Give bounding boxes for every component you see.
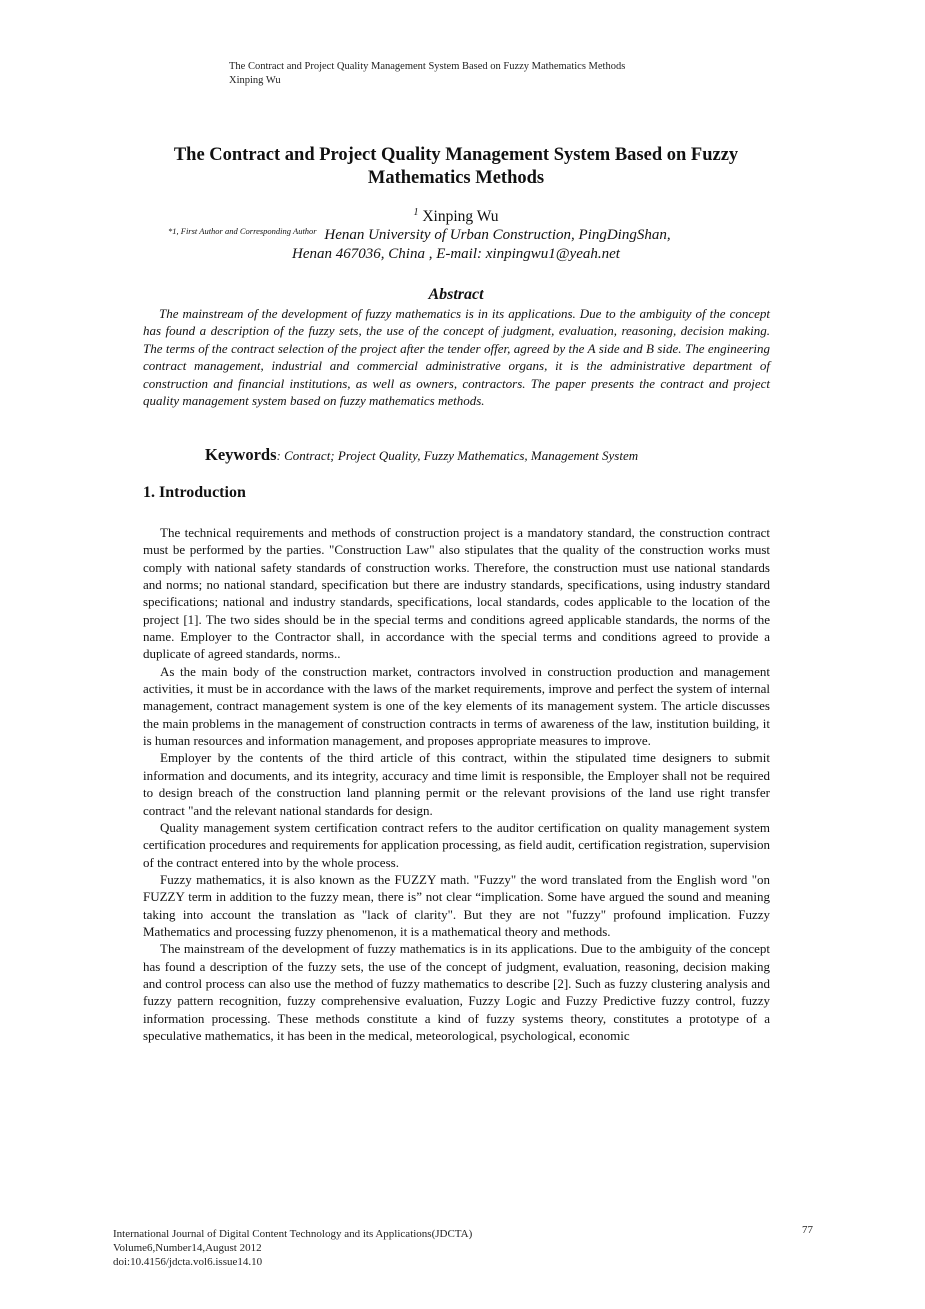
author-name: Xinping Wu <box>422 208 499 226</box>
running-header <box>229 60 625 88</box>
footer-doi: doi:10.4156/jdcta.vol6.issue14.10 <box>113 1256 263 1268</box>
paper-title <box>130 144 782 190</box>
running-header-author: Xinping Wu <box>229 75 281 86</box>
affiliation-text-1: Henan University of Urban Construction, PingDingShan, <box>324 227 671 243</box>
footer-volume: Volume6,Number14,August 2012 <box>113 1242 262 1254</box>
body-paragraph: The mainstream of the development of fuzzy mathematics is in its applications. Due to the ambiguity of the concept has found a description of the fuzzy sets, the use of the concept of judgment, evaluation, reasoning, decision making and control process can also use the method of fuzzy mathematics to describe [2]. Such as fuzzy clustering analysis and fuzzy pattern recognition, fuzzy comprehensive evaluation, Fuzzy Logic and Fuzzy Predictive fuzzy control, fuzzy information processing. These methods constitute a kind of fuzzy systems theory, constitutes a prototype of a speculative mathematics, it has been in the medical, meteorological, psychological, economic <box>143 941 770 1043</box>
running-header-title: The Contract and Project Quality Management System Based on Fuzzy Mathematics Methods <box>229 61 626 72</box>
page-number: 77 <box>802 1224 813 1236</box>
body-paragraph: Fuzzy mathematics, it is also known as the FUZZY math. "Fuzzy" the word translated from the English word "on FUZZY term in addition to the fuzzy mean, there is” not clear “implication. Some have argued the sound and meaning taking into account the translation as "lack of clarity". But they are not "fuzzy" profound implication. Fuzzy Mathematics and processing fuzzy phenomenon, it is a mathematical theory and methods. <box>143 871 770 939</box>
author-note: *1, First Author and Corresponding Author <box>168 226 317 236</box>
introduction-body <box>143 524 770 1044</box>
keywords-label: Keywords <box>205 445 277 464</box>
body-paragraph: Employer by the contents of the third article of this contract, within the stipulated time designers to submit information and documents, and its integrity, accuracy and time limit is responsible, the Employer shall not be required to design breach of the construction land planning permit or the relevant provisions of the land use right transfer contract "and the relevant national standards for design. <box>143 750 770 818</box>
paper-title-line2: Mathematics Methods <box>367 168 545 188</box>
paper-title-line1: The Contract and Project Quality Management System Based on Fuzzy <box>173 145 739 165</box>
author-line <box>0 207 912 226</box>
abstract-body: The mainstream of the development of fuzzy mathematics is in its applications. Due to the ambiguity of the concept has found a description of the fuzzy sets, the use of the concept of judgment, evaluation, reasoning, decision making. The terms of the contract selection of the project after the tender offer, agreed by the A side and B side. The engineering contract management, industrial and commercial administrative organs, it is the administrative department of construction and financial institutions, as well as owners, contractors. The paper presents the contract and project quality management system based on fuzzy mathematics methods. <box>143 306 770 409</box>
footer-journal: International Journal of Digital Content Technology and its Applications(JDCTA) <box>113 1228 473 1240</box>
body-paragraph: The technical requirements and methods of construction project is a mandatory standard, the construction contract must be performed by the parties. "Construction Law" also stipulates that the quality of the construction works must comply with national safety standards of construction works. Therefore, the construction must use national standards and norms; no national standard, specification but there are industry standards, specifications, using industry standard specifications; national and industry standards, specifications, local standards, codes applicable to the location of the project [1]. The two sides should be in the special terms and conditions agreed applicable standards, the norms of the name. Employer to the Contractor shall, in accordance with the special terms and conditions agreed to provide a duplicate of agreed standards, norms.. <box>143 525 770 662</box>
journal-footer <box>113 1227 472 1269</box>
author-superscript: 1 <box>413 207 419 218</box>
keywords-line <box>205 445 825 465</box>
section-heading: 1. Introduction <box>143 484 246 501</box>
abstract-heading: Abstract <box>428 286 484 303</box>
affiliation-line2: Henan 467036, China , E-mail: xinpingwu1@yeah.net <box>292 246 620 262</box>
body-paragraph: As the main body of the construction market, contractors involved in construction production and management activities, it must be in accordance with the laws of the market requirements, improve and perfect the system of internal management, contract management system is one of the key elements of its management system. The article discusses the main problems in the management of construction contracts in terms of awareness of the law, institution building, it is human resources and information management, and proposes appropriate measures to improve. <box>143 663 770 749</box>
body-paragraph: Quality management system certification contract refers to the auditor certification on quality management system certification procedures and requirements for application processing, as field audit, certification registration, supervision of the contract entered into by the whole process. <box>143 819 770 870</box>
keywords-text: : Contract; Project Quality, Fuzzy Mathematics, Management System <box>276 448 639 463</box>
affiliation-line1 <box>168 226 768 244</box>
